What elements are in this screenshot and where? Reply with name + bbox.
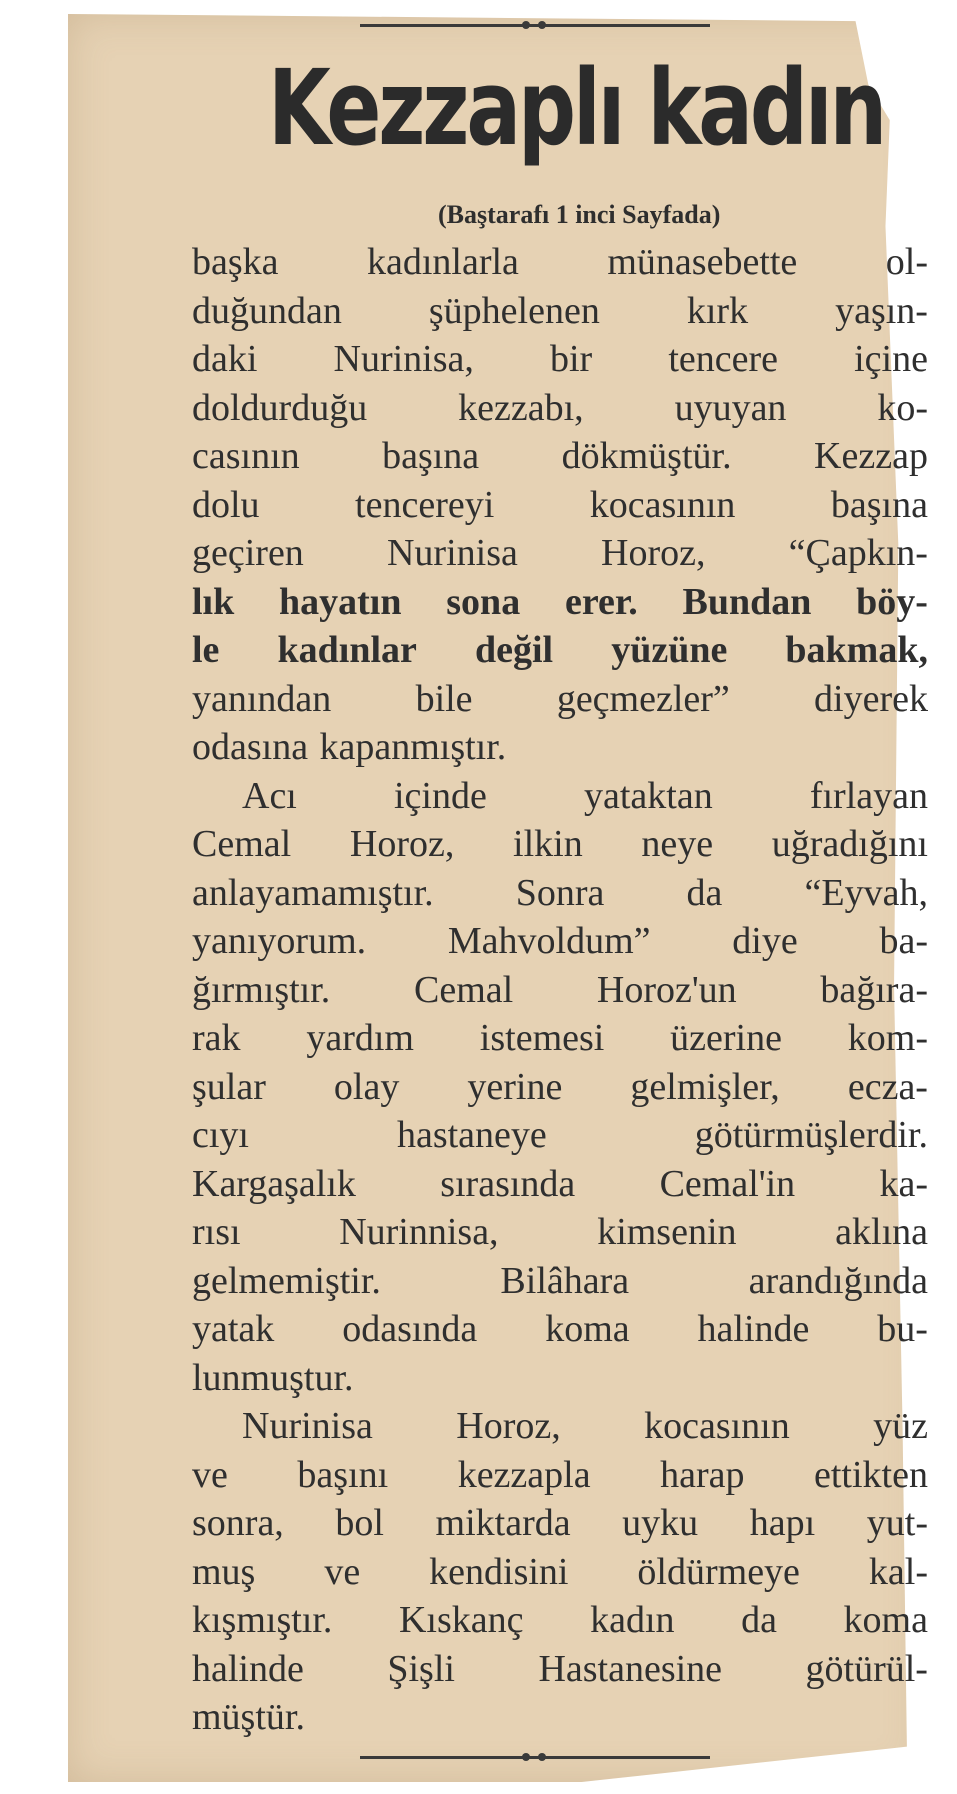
- article-word: başka: [192, 241, 279, 283]
- article-word: Hastanesine: [538, 1647, 723, 1690]
- article-word: halinde: [697, 1308, 810, 1350]
- article-line: [192, 384, 928, 433]
- article-word: dökmüştür.: [561, 435, 732, 477]
- article-line: [192, 917, 928, 966]
- article-word: olay: [333, 1065, 400, 1108]
- article-line: [192, 820, 928, 869]
- article-word: Sonra: [515, 871, 605, 914]
- article-word: tencereyi: [355, 483, 495, 526]
- article-word: sonra,: [192, 1502, 284, 1544]
- article-word: Kargaşalık: [192, 1162, 356, 1205]
- article-line: [192, 1160, 928, 1209]
- article-word: üzerine: [670, 1017, 782, 1059]
- article-word: başını: [297, 1453, 389, 1496]
- article-word: diye: [732, 920, 798, 962]
- article-word: böy-: [856, 580, 928, 623]
- article-word: geçiren: [192, 532, 304, 574]
- article-line: [192, 578, 928, 627]
- bottom-divider: [360, 1756, 710, 1759]
- article-word: uyku: [622, 1502, 699, 1544]
- article-word: ko-: [877, 386, 928, 429]
- article-word: sona: [446, 580, 521, 623]
- article-word: Bilâhara: [500, 1259, 630, 1302]
- article-word: yatak: [192, 1308, 275, 1350]
- article-word: şular: [192, 1065, 266, 1108]
- article-line: [192, 626, 928, 675]
- article-line: [192, 432, 928, 481]
- article-word: kezzabı,: [458, 386, 584, 429]
- article-word: yüz: [873, 1405, 928, 1447]
- article-word: Mahvoldum”: [447, 920, 651, 962]
- article-word: kapanmıştır.: [319, 726, 507, 768]
- article-line: [192, 772, 928, 821]
- article-word: kal-: [868, 1550, 928, 1593]
- article-word: kadınlar: [277, 629, 417, 671]
- article-word: içinde: [394, 774, 487, 817]
- article-word: yanından: [192, 677, 332, 720]
- article-word: Kıskanç: [398, 1599, 524, 1641]
- article-word: ve: [192, 1453, 228, 1496]
- article-word: yataktan: [583, 774, 713, 817]
- article-word: “Çapkın-: [788, 532, 928, 574]
- article-word: kimsenin: [597, 1211, 737, 1253]
- article-word: rak: [192, 1017, 241, 1059]
- article-line: [192, 1693, 928, 1742]
- article-word: bol: [335, 1502, 384, 1544]
- article-word: odasına: [192, 726, 309, 768]
- article-word: muş: [192, 1550, 256, 1593]
- article-word: sırasında: [440, 1162, 576, 1205]
- article-line: [192, 1063, 928, 1112]
- article-word: şüphelenen: [428, 289, 600, 332]
- article-word: kırk: [686, 289, 749, 332]
- article-line: [192, 1499, 928, 1548]
- article-word: ettikten: [814, 1453, 928, 1496]
- article-word: bakmak,: [785, 629, 928, 671]
- divider-ornament: [538, 1753, 546, 1761]
- article-line: [192, 675, 928, 724]
- article-word: kadın: [590, 1599, 675, 1641]
- article-word: Acı: [242, 774, 297, 817]
- article-word: gelmemiştir.: [192, 1259, 381, 1302]
- article-word: tencere: [668, 338, 778, 380]
- article-word: le: [192, 629, 220, 671]
- article-word: ba-: [879, 920, 928, 962]
- article-word: bu-: [877, 1308, 928, 1350]
- article-word: götürmüşlerdir.: [694, 1114, 928, 1156]
- article-word: Cemal: [192, 823, 292, 865]
- article-body: [192, 238, 928, 1742]
- article-word: Horoz'un: [596, 968, 737, 1011]
- article-line: [192, 529, 928, 578]
- article-line: [192, 1548, 928, 1597]
- article-word: kendisini: [429, 1550, 569, 1593]
- article-line: [192, 335, 928, 384]
- article-word: ol-: [885, 241, 928, 283]
- article-word: münasebette: [607, 241, 798, 283]
- article-word: fırlayan: [809, 774, 928, 817]
- article-line: [192, 966, 928, 1015]
- article-word: başına: [382, 435, 480, 477]
- article-word: rısı: [192, 1211, 241, 1253]
- article-word: Horoz,: [349, 823, 455, 865]
- article-line: [192, 1402, 928, 1451]
- article-word: neye: [641, 823, 714, 865]
- article-word: duğundan: [192, 289, 342, 332]
- article-word: yaşın-: [835, 289, 928, 332]
- article-word: da: [741, 1599, 777, 1641]
- article-word: kadınlarla: [366, 241, 519, 283]
- article-word: lunmuştur.: [192, 1356, 354, 1399]
- article-line: [192, 1354, 928, 1403]
- article-line: [192, 1645, 928, 1694]
- article-line: [192, 1111, 928, 1160]
- continuation-note: (Baştarafı 1 inci Sayfada): [438, 200, 721, 229]
- article-word: diyerek: [814, 677, 928, 720]
- article-word: yanıyorum.: [192, 920, 367, 962]
- headline: Kezzaplı kadın: [268, 47, 885, 169]
- article-line: [192, 869, 928, 918]
- article-word: dolu: [192, 483, 260, 526]
- article-word: arandığında: [748, 1259, 928, 1302]
- article-word: kom-: [847, 1017, 928, 1059]
- article-word: Kezzap: [814, 435, 928, 477]
- article-word: miktarda: [435, 1502, 571, 1544]
- top-divider: [360, 24, 710, 27]
- article-word: götürül-: [805, 1647, 928, 1690]
- article-word: Cemal: [413, 968, 514, 1011]
- article-word: yüzüne: [611, 629, 728, 671]
- article-word: öldürmeye: [637, 1550, 800, 1593]
- divider-ornament: [538, 21, 546, 29]
- divider-ornament: [522, 1753, 530, 1761]
- article-word: Nurinisa: [242, 1405, 373, 1447]
- article-word: halinde: [192, 1647, 304, 1690]
- article-line: [192, 1305, 928, 1354]
- article-word: Horoz,: [456, 1405, 561, 1447]
- article-line: [192, 1208, 928, 1257]
- article-word: bile: [415, 677, 473, 720]
- article-line: [192, 723, 928, 772]
- article-line: [192, 1257, 928, 1306]
- article-word: kocasının: [644, 1405, 790, 1447]
- article-word: harap: [660, 1453, 745, 1496]
- article-word: doldurduğu: [192, 386, 368, 429]
- article-line: [192, 287, 928, 336]
- article-word: cıyı: [192, 1114, 249, 1156]
- article-word: hastaneye: [396, 1114, 547, 1156]
- article-word: hayatın: [279, 580, 402, 623]
- article-word: yut-: [866, 1502, 928, 1544]
- article-word: Nurinisa,: [333, 338, 474, 380]
- article-word: ve: [324, 1550, 361, 1593]
- article-word: ka-: [879, 1162, 928, 1205]
- article-word: Nurinisa: [386, 532, 518, 574]
- article-word: hapı: [749, 1502, 816, 1544]
- article-word: Horoz,: [601, 532, 706, 574]
- article-word: istemesi: [479, 1017, 605, 1059]
- article-line: [192, 1596, 928, 1645]
- article-word: kezzapla: [457, 1453, 591, 1496]
- article-word: başına: [830, 483, 928, 526]
- article-word: koma: [545, 1308, 630, 1350]
- article-word: ğırmıştır.: [192, 968, 331, 1011]
- article-word: odasında: [342, 1308, 478, 1350]
- article-word: lık: [192, 580, 235, 623]
- article-word: Şişli: [387, 1647, 455, 1690]
- article-word: değil: [474, 629, 554, 671]
- article-word: “Eyvah,: [804, 871, 928, 914]
- article-line: [192, 481, 928, 530]
- article-line: [192, 238, 928, 287]
- article-word: casının: [192, 435, 300, 477]
- divider-ornament: [522, 21, 530, 29]
- article-word: ecza-: [847, 1065, 928, 1108]
- article-word: aklına: [835, 1211, 928, 1253]
- article-word: bağıra-: [820, 968, 928, 1011]
- article-word: bir: [550, 338, 593, 380]
- article-word: kışmıştır.: [192, 1599, 333, 1641]
- article-word: Bundan: [682, 580, 812, 623]
- article-word: da: [686, 871, 723, 914]
- article-line: [192, 1451, 928, 1500]
- article-word: Cemal'in: [659, 1162, 796, 1205]
- article-word: geçmezler”: [556, 677, 730, 720]
- article-line: [192, 1014, 928, 1063]
- article-word: gelmişler,: [630, 1065, 780, 1108]
- article-word: müştür.: [192, 1696, 305, 1738]
- article-word: Nurinnisa,: [339, 1211, 499, 1253]
- article-word: ilkin: [513, 823, 583, 865]
- article-word: uğradığını: [771, 823, 928, 865]
- article-word: erer.: [564, 580, 638, 623]
- article-word: daki: [192, 338, 258, 380]
- article-word: koma: [843, 1599, 928, 1641]
- article-word: kocasının: [589, 483, 736, 526]
- article-word: yardım: [306, 1017, 414, 1059]
- article-word: uyuyan: [674, 386, 787, 429]
- article-word: yerine: [467, 1065, 563, 1108]
- article-word: anlayamamıştır.: [192, 871, 434, 914]
- article-word: içine: [854, 338, 928, 380]
